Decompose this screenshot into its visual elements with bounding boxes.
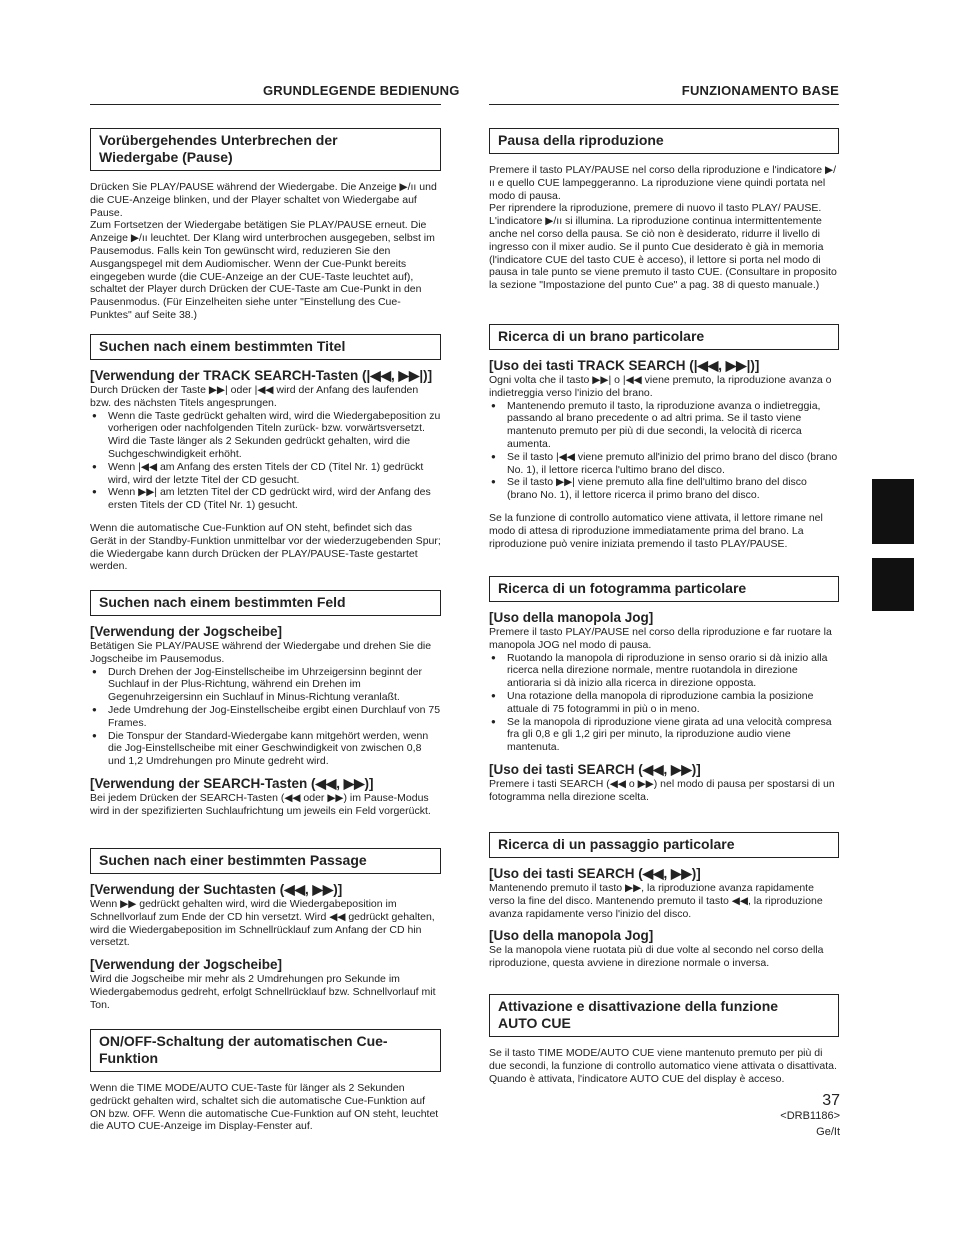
header-rule-right bbox=[489, 104, 839, 105]
paragraph: Premere i tasti SEARCH (◀◀ o ▶▶) nel modo di pausa per spostarsi di un fotogramma nella direzione scelta. bbox=[489, 777, 835, 803]
subheading: [Uso dei tasti SEARCH (◀◀, ▶▶)] bbox=[489, 761, 701, 777]
bullet-item: ● Wenn ▶▶| am letzten Titel der CD gedrückt wird, wird der Anfang des ersten Titels der CD (Titel Nr. 1) gesucht. bbox=[108, 486, 441, 512]
paragraph: Wenn die automatische Cue-Funktion auf ON steht, befindet sich das Gerät in der Standby-Funktion unmittelbar vor der wiederzugebenden Spur; die Wiedergabe kann durch Drücken der PLAY/PAUSE-Taste gestartet werden. bbox=[90, 521, 441, 573]
paragraph: Betätigen Sie PLAY/PAUSE während der Wiedergabe und drehen Sie die Jogscheibe im Pausemodus. bbox=[90, 640, 432, 665]
left-section-4 bbox=[90, 848, 441, 1012]
bullet-item: ● Wenn die Taste gedrückt gehalten wird, wird die Wiedergabeposition zu vorherigen oder nachfolgenden Titeln zurück- bzw. vorwärtsversetzt. Wird die Taste länger als 2 Sekunden gedrückt gehalten, wird die Suchgeschwindigkeit erhöht. bbox=[108, 410, 441, 461]
paragraph: Se il tasto TIME MODE/AUTO CUE viene mantenuto premuto per più di due secondi, la funzione di controllo automatico viene attivata o disattivata. Quando è attivata, l'indicatore AUTO CUE del display è acceso. bbox=[489, 1047, 837, 1085]
section-body bbox=[90, 181, 441, 322]
section-title: Ricerca di un fotogramma particolare bbox=[489, 576, 839, 602]
bullet-item: ● Se il tasto |◀◀ viene premuto all'inizio del primo brano del disco (brano No. 1), il lettore ricerca l'ultimo brano del disco. bbox=[507, 451, 839, 477]
bullet-item: ● Se il tasto ▶▶| viene premuto alla fine dell'ultimo brano del disco (brano No. 1), il lettore ricerca il primo brano del disco. bbox=[507, 476, 839, 502]
section-body bbox=[489, 164, 839, 292]
bullet-item: ● Se la manopola di riproduzione viene girata ad una velocità compresa fra gli 0,8 e gli 1,2 giri per minuto, la riproduzione audio viene mantenuta. bbox=[507, 716, 839, 754]
bullet-item: ● Jede Umdrehung der Jog-Einstellscheibe ergibt einen Durchlauf von 75 Frames. bbox=[108, 704, 441, 730]
bullet-list bbox=[90, 410, 441, 512]
right-section-3 bbox=[489, 576, 839, 804]
left-section-5 bbox=[90, 1029, 441, 1133]
subheading: [Uso della manopola Jog] bbox=[489, 928, 654, 944]
paragraph: Per riprendere la riproduzione, premere di nuovo il tasto PLAY/ PAUSE. L'indicatore ▶/ıı si illumina. La riproduzione continua intermittentemente anche nel corso della pausa. Se ciò non è desiderato, ridurre il livello di ingresso con il mixer audio. Se il punto Cue desiderato è già in memoria (l'indicatore CUE del tasto CUE è acceso), il lettore si porta nel modo di pausa in tale punto se viene premuto il tasto CUE. (Consultare in proposito la sezione "Impostazione del punto Cue" a pag. 38 di questo manuale.) bbox=[489, 202, 837, 292]
bullet-list bbox=[489, 400, 839, 502]
paragraph: Se la manopola viene ruotata più di due volte al secondo nel corso della riproduzione, questa avviene in direzione normale o inversa. bbox=[489, 944, 824, 970]
paragraph: Zum Fortsetzen der Wiedergabe betätigen Sie PLAY/PAUSE erneut. Die Anzeige ▶/ıı leuchtet. Der Klang wird unterbrochen ausgegeben, selbst im Pausemodus. Falls kein Ton gewünscht wird, reduzieren Sie den Ausgangspegel mit dem Audiomischer. Wenn der Cue-Punkt bereits eingegeben wurde (die CUE-Anzeige an der CUE-Taste leuchtet auf), schaltet der Player durch Drücken der CUE-Taste am Cue-Punkt in den Pausenmodus. (Für Einzelheiten siehe unter "Einstellung des Cue-Punktes" auf Seite 38.) bbox=[90, 219, 435, 321]
subheading: [Verwendung der Suchtasten (◀◀, ▶▶)] bbox=[90, 882, 343, 897]
bullet-list bbox=[489, 652, 839, 754]
running-header-right: FUNZIONAMENTO BASE bbox=[681, 83, 839, 98]
subheading: [Uso dei tasti TRACK SEARCH (|◀◀, ▶▶|)] bbox=[489, 358, 760, 373]
bullet-item: ● Una rotazione della manopola di riproduzione cambia la posizione attuale di 75 fotogrammi in più o in meno. bbox=[507, 690, 839, 716]
section-body bbox=[489, 866, 839, 970]
subheading: [Verwendung der Jogscheibe] bbox=[90, 624, 283, 639]
section-title: Ricerca di un brano particolare bbox=[489, 324, 839, 350]
bullet-item: ● Wenn |◀◀ am Anfang des ersten Titels der CD (Titel Nr. 1) gedrückt wird, wird der letzte Titel der CD gesucht. bbox=[108, 461, 441, 487]
section-title: Suchen nach einer bestimmten Passage bbox=[90, 848, 441, 874]
subheading: [Verwendung der TRACK SEARCH-Tasten (|◀◀, ▶▶|)] bbox=[90, 368, 433, 383]
right-section-2 bbox=[489, 324, 839, 550]
bullet-list bbox=[90, 666, 441, 768]
language-code: Ge/It bbox=[816, 1126, 840, 1138]
running-header-left: GRUNDLEGENDE BEDIENUNG bbox=[263, 83, 460, 98]
paragraph: Se la funzione di controllo automatico viene attivata, il lettore rimane nel modo di attesa di riproduzione immediatamente prima del brano. La riproduzione può venire iniziata premendo il tasto PLAY/PAUSE. bbox=[489, 511, 823, 550]
right-section-4 bbox=[489, 832, 839, 970]
section-title: Suchen nach einem bestimmten Titel bbox=[90, 334, 441, 360]
paragraph: Durch Drücken der Taste ▶▶| oder |◀◀ wird der Anfang des laufenden bzw. des nächsten Titels angesprungen. bbox=[90, 384, 419, 409]
section-title: Ricerca di un passaggio particolare bbox=[489, 832, 839, 858]
paragraph: Bei jedem Drücken der SEARCH-Tasten (◀◀ oder ▶▶) im Pause-Modus wird in der spezifizierten Suchlaufrichtung um jeweils ein Feld vorgerückt. bbox=[90, 791, 431, 817]
paragraph: Wird die Jogscheibe mir mehr als 2 Umdrehungen pro Sekunde im Wiedergabemodus gedreht, erfolgt Schnellrücklauf bzw. Schnellvorlauf mit Ton. bbox=[90, 973, 436, 1011]
subheading: [Uso della manopola Jog] bbox=[489, 610, 654, 625]
section-body bbox=[489, 358, 839, 550]
section-body bbox=[90, 624, 441, 818]
paragraph: Wenn ▶▶ gedrückt gehalten wird, wird die Wiedergabeposition im Schnellvorlauf zum Ende der CD hin versetzt. Wird ◀◀ gedrückt gehalten, wird die Wiedergabeposition im Schnellrücklauf zum Anfang der CD hin versetzt. bbox=[90, 898, 435, 949]
section-title: Vorübergehendes Unterbrechen der Wiedergabe (Pause) bbox=[90, 128, 441, 171]
bullet-item: ● Mantenendo premuto il tasto, la riproduzione avanza o indietreggia, passando al brano precedente o ad altri prima. Se il tasto viene mantenuto premuto per più di due secondi, la velocità di ricerca aumenta. bbox=[507, 400, 839, 451]
subheading: [Verwendung der SEARCH-Tasten (◀◀, ▶▶)] bbox=[90, 775, 374, 791]
left-section-3 bbox=[90, 590, 441, 818]
paragraph: Premere il tasto PLAY/PAUSE nel corso della riproduzione e l'indicatore ▶/ıı e quello CUE lampeggeranno. La riproduzione viene quindi portata nel modo di pausa. bbox=[489, 164, 837, 202]
paragraph: Ogni volta che il tasto ▶▶| o |◀◀ viene premuto, la riproduzione avanza o indietreggia verso l'inizio del brano. bbox=[489, 374, 832, 399]
section-body bbox=[489, 1047, 839, 1085]
thumb-tab-german bbox=[872, 479, 914, 544]
section-body bbox=[90, 882, 441, 1012]
left-section-1 bbox=[90, 128, 441, 322]
section-title: ON/OFF-Schaltung der automatischen Cue-Funktion bbox=[90, 1029, 441, 1072]
subheading: [Verwendung der Jogscheibe] bbox=[90, 957, 283, 973]
left-section-2 bbox=[90, 334, 441, 573]
subheading: [Uso dei tasti SEARCH (◀◀, ▶▶)] bbox=[489, 866, 701, 881]
paragraph: Mantenendo premuto il tasto ▶▶, la riproduzione avanza rapidamente verso la fine del disco. Mantenendo premuto il tasto ◀◀, la riproduzione avanza rapidamente verso l'inizio del disco. bbox=[489, 882, 823, 920]
header-rule-left bbox=[90, 104, 441, 105]
bullet-item: ● Ruotando la manopola di riproduzione in senso orario si dà inizio alla ricerca nella direzione normale, mentre ruotandola in direzione antioraria si dà inizio alla ricerca in direzione opposta. bbox=[507, 652, 839, 690]
section-title: Pausa della riproduzione bbox=[489, 128, 839, 154]
right-section-1 bbox=[489, 128, 839, 292]
document-code: <DRB1186> bbox=[780, 1110, 840, 1122]
thumb-tab-italian bbox=[872, 558, 914, 611]
bullet-item: ● Durch Drehen der Jog-Einstellscheibe im Uhrzeigersinn beginnt der Suchlauf in der Plus-Richtung, während ein Drehen im Gegenuhrzeigersinn ein Suchlauf in Minus-Richtung veranlaßt. bbox=[108, 666, 441, 704]
bullet-item: ● Die Tonspur der Standard-Wiedergabe kann mitgehört werden, wenn die Jog-Einstellscheibe mit einer Geschwindigkeit von zwischen 0,8 und 1,2 Umdrehungen pro Minute gedreht wird. bbox=[108, 730, 441, 768]
section-body bbox=[489, 610, 839, 804]
section-body bbox=[90, 368, 441, 573]
section-body bbox=[90, 1082, 441, 1133]
section-title: Attivazione e disattivazione della funzione AUTO CUE bbox=[489, 994, 839, 1037]
paragraph: Premere il tasto PLAY/PAUSE nel corso della riproduzione e far ruotare la manopola JOG nel modo di pausa. bbox=[489, 626, 832, 651]
paragraph: Drücken Sie PLAY/PAUSE während der Wiedergabe. Die Anzeige ▶/ıı und die CUE-Anzeige blinken, und der Player schaltet von Wiedergabe auf Pause. bbox=[90, 181, 437, 219]
paragraph: Wenn die TIME MODE/AUTO CUE-Taste für länger als 2 Sekunden gedrückt gehalten wird, schaltet sich die automatische Cue-Funktion auf ON bzw. OFF. Wenn die automatische Cue-Funktion auf ON steht, leuchtet die AUTO CUE-Anzeige im Display-Fenster auf. bbox=[90, 1082, 439, 1133]
right-section-5 bbox=[489, 994, 839, 1085]
page-number: 37 bbox=[822, 1092, 840, 1109]
section-title: Suchen nach einem bestimmten Feld bbox=[90, 590, 441, 616]
